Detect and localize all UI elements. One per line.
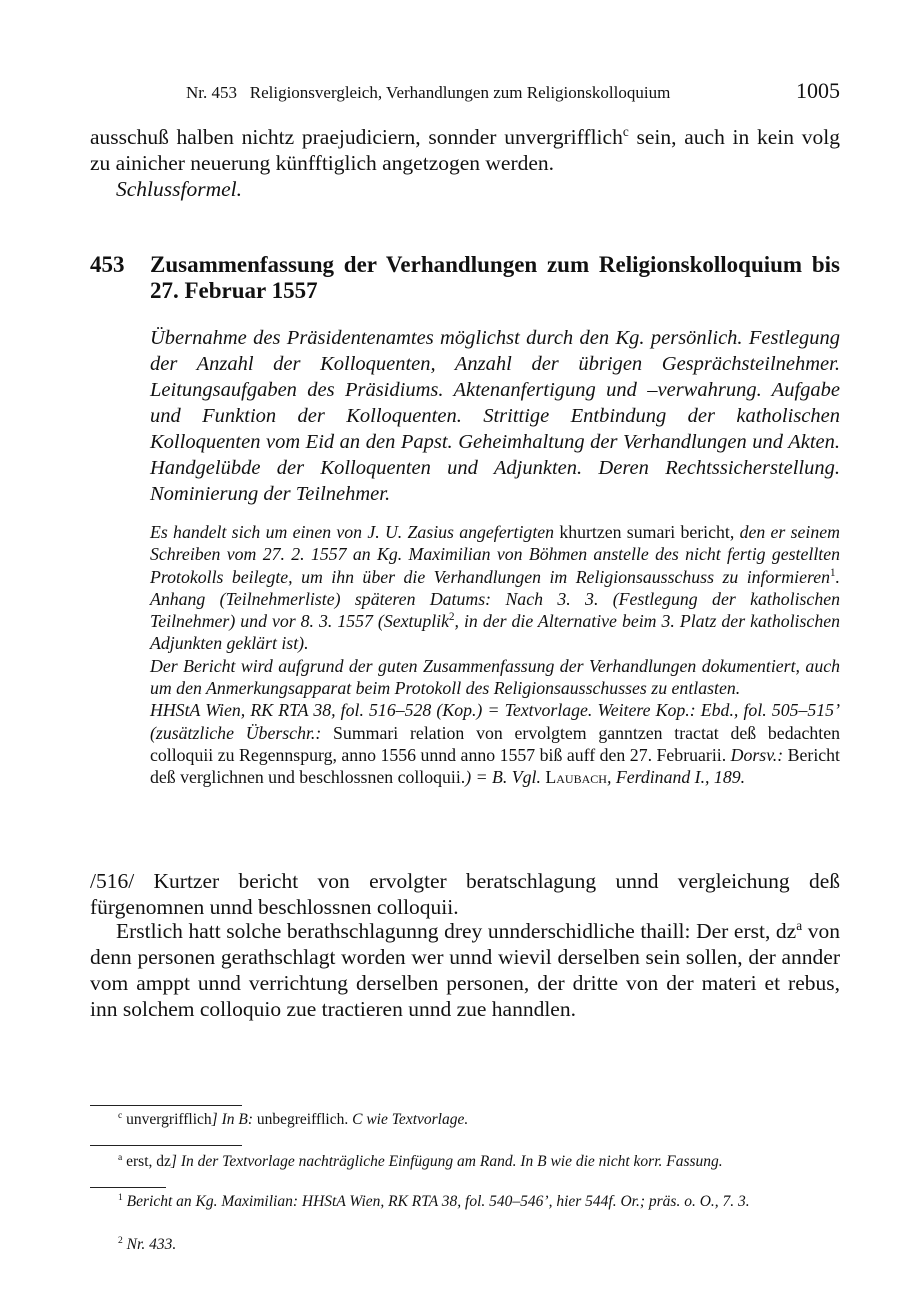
running-header [186,78,840,104]
footnote-text: Nr. 433. [122,1236,177,1253]
footnote-lemma: erst, dz [122,1153,171,1170]
footnote-rule-2 [90,1145,242,1146]
footnote-a [118,1151,840,1173]
footnote-ref-c: c [622,123,629,139]
body-paragraph-1: /516/ Kurtzer bericht von ervolgter beratschlagung unnd vergleichung deß fürgenomnen unnd beschlossnen colloquii. [90,869,840,919]
footnote-2 [118,1234,840,1256]
running-title: Nr. 453 Religionsvergleich, Verhandlungen zum Religionskolloquium [186,83,671,102]
body-text-end: von denn personen gerathschlagt worden wer unnd wievil derselben sein sollen, der annder vom amppt unnd verrichtung derselben personen, der dritte von der materi et rebus, inn solchem colloquio zue tractieren unnd zue hanndlen. [90,919,841,1021]
footnote-ref-2: 2 [449,611,455,624]
footnote-text: unbegreifflich. [252,1111,349,1128]
footnote-mark: c [118,1109,123,1121]
intro-part-7: , Ferdinand I., 189. [606,767,746,788]
footnote-c [118,1109,840,1131]
footnote-note: ] In B: [211,1111,253,1128]
footnote-1 [90,1191,840,1213]
intro-dorsal-label: Dorsv.: [726,744,784,765]
intro-quote-1: khurtzen sumari bericht, [554,522,735,542]
intro-part-1: Es handelt sich um einen von J. U. Zasius angefertigten [150,522,555,542]
footnote-mark: 2 [118,1234,123,1246]
intro-part-3: . Anhang (Teilnehmerliste) späteren Datums: Nach 3. 3. (Festlegung der katholischen Teilnehmer) und vor 8. 3. 1557 (Sextuplik [150,566,840,632]
footnote-ref-1: 1 [830,566,836,579]
intro-part-2: den er seinem Schreiben vom 27. 2. 1557 an Kg. Maximilian von Böhmen anstelle des nicht fertig gestellten Protokolls beilegte, um ihn über die Verhandlungen im Religionsausschuss zu informieren [150,522,840,587]
footnote-mark: a [118,1151,123,1163]
body-text: Erstlich hatt solche berathschlagunng drey unnderschidliche thaill: Der erst, dz [116,919,797,943]
footnote-text: Bericht an Kg. Maximilian: HHStA Wien, RK RTA 38, fol. 540–546’, hier 544f. Or.; präs. o. O., 7. 3. [122,1193,750,1210]
document-title: Zusammenfassung der Verhandlungen zum Religionskolloquium bis 27. Februar 1557 [150,252,840,303]
intro-part-6: ) = B. Vgl. [465,767,546,788]
footnote-tail: C wie Textvorlage. [348,1111,469,1128]
footnote-note: ] In der Textvorlage nachträgliche Einfügung am Rand. In B wie die nicht korr. Fassung. [170,1153,723,1170]
intro-quote-3: Bericht deß verglichnen und beschlossnen colloquii. [150,744,840,788]
continuation-text-end: sein, auch in kein volg zu ainicher neuerung künfftiglich angetzogen werden. [90,125,840,175]
intro-quote-2: Summari relation von ervolgtem ganntzen tractat deß bedachten colloquii zu Regennspurg, anno 1556 unnd anno 1557 biß auff den 27. Februarii. [150,722,840,765]
closing-formula: Schlussformel. [116,177,243,201]
editorial-introduction [150,521,840,789]
intro-source: HHStA Wien, RK RTA 38, fol. 516–528 (Kop.) = Textvorlage. Weitere Kop.: Ebd., fol. 505–515’ (zusätzliche Überschr.: [150,700,840,743]
continuation-text: ausschuß halben nichtz praejudiciern, sonnder unvergrifflich [90,125,623,149]
regest-summary: Übernahme des Präsidentenamtes möglichst durch den Kg. persönlich. Festlegung der Anzahl der Kolloquenten, Anzahl der übrigen Gesprächsteilnehmer. Leitungsaufgaben des Präsidiums. Aktenanfertigung und –verwahrung. Aufgabe und Funktion der Kolloquenten. Strittige Entbindung der katholischen Kolloquenten vom Eid an den Papst. Geheimhaltung der Verhandlungen und Akten. Handgelübde der Kolloquenten und Adjunkten. Deren Rechtssicherstellung. Nominierung der Teilnehmer. [150,327,840,505]
footnote-rule-3 [90,1187,166,1188]
continuation-paragraph [90,124,840,176]
document-number: 453 [90,252,125,277]
intro-part-5: Der Bericht wird aufgrund der guten Zusammenfassung der Verhandlungen dokumentiert, auch um den Anmerkungsapparat beim Protokoll des Religionsausschusses zu entlasten. [150,655,840,699]
body-paragraph-2 [90,918,840,1022]
footnote-rule-1 [90,1105,242,1106]
footnote-mark: 1 [118,1191,123,1203]
intro-author: Laubach [545,767,607,788]
page-number: 1005 [796,78,840,103]
footnote-ref-a: a [796,917,803,933]
footnote-lemma: unvergrifflich [122,1111,212,1128]
intro-part-4: , in der die Alternative beim 3. Platz der katholischen Adjunkten geklärt ist). [150,611,840,654]
